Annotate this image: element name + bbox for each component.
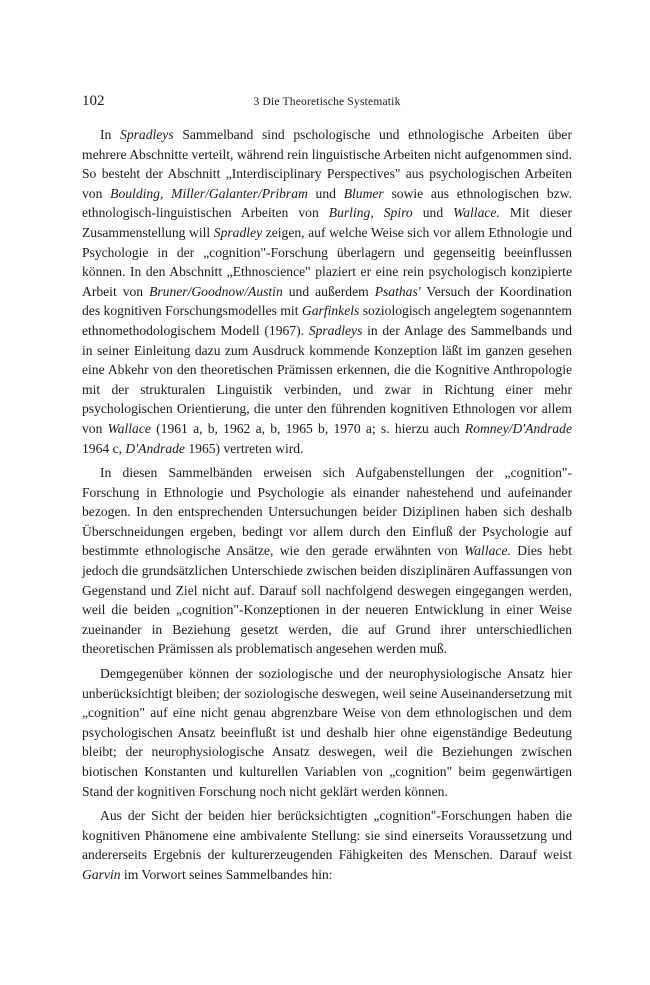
text-run: 1965) vertreten wird. [184,440,304,456]
text-run: In [100,127,121,142]
italic-text-run: Wallace. [453,205,500,221]
page-number: 102 [82,93,105,109]
text-run: Versuch der Koordination des kognitiven Forschungsmodelles mit [82,283,572,319]
italic-text-run: Blumer [343,185,384,201]
text-run: 1964 c, [82,440,126,456]
body-paragraph [82,463,572,659]
italic-text-run: Spradley [213,224,263,240]
body-paragraph [82,806,572,884]
text-run: Demgegenüber können der soziologische und der neurophysiologische Ansatz hier unberücksichtigt bleiben; der soziologische deswegen, weil seine Auseinandersetzung mit „cognition" auf eine nicht genau abgrenzbare Weise von dem ethnologischen und dem psychologischen Ansatz beeinflußt ist und deshalb hier ohne eigenständige Bedeutung bleibt; der neurophysiologische Ansatz deswegen, weil die Beziehungen zwischen biotischen Konstanten und kulturellen Variablen von „cognition" beim gegenwärtigen Stand der kognitiven Forschung noch nicht geklärt werden können. [82,666,572,799]
italic-text-run: Spradleys [120,127,174,142]
body-paragraph [82,664,572,801]
text-run: Dies hebt jedoch die grundsätzlichen Unterschiede zwischen beiden disziplinären Auffassungen von Gegenstand und Ziel nicht auf. Darauf soll nachfolgend deswegen eingegangen werden, weil die beiden „cognition"-Konzeptionen in der neueren Entwicklung in einer Weise zueinander in Beziehung gesetzt werden, die auf Grund ihrer unterschiedlichen theoretischen Prämissen als problematisch angesehen werden muß. [82,543,572,657]
italic-text-run: Spradleys [308,322,363,338]
italic-text-run: Boulding, Miller/Galanter/Pribram [110,185,308,201]
text-run: Aus der Sicht der beiden hier berücksichtigten „cognition"-Forschungen haben die kognitiven Phänomene eine ambivalente Stellung: sie sind einerseits Voraussetzung und andererseits Ergebnis der kulturerzeugenden Fähigkeiten des Menschen. Darauf weist [82,808,572,863]
italic-text-run: Garfinkels [301,303,360,319]
text-run: Sammelband sind pschologische und ethnologische Arbeiten über mehrere Abschnitte verteilt, während rein linguistische Arbeiten nicht aufgenommen sind. So besteht der Abschnitt „Interdisciplinary Perspectives" aus psychologischen Arbeiten von [82,127,572,201]
italic-text-run: Burling, Spiro [328,205,413,221]
italic-text-run: Wallace. [464,543,511,559]
italic-text-run: Garvin [82,866,121,882]
italic-text-run: D'Andrade [125,440,185,456]
text-run: in der Anlage des Sammelbands und in seiner Einleitung dazu zum Ausdruck kommende Konzeption läßt im ganzen gesehen eine Abkehr von den theoretischen Prämissen erkennen, die die Kognitive Anthropologie mit der strukturalen Linguistik verbinden, und zwar in Richtung einer mehr psychologischen Orientierung, die unter den führenden kognitiven Ethnologen vor allem von [82,322,572,436]
text-run: im Vorwort seines Sammelbandes hin: [120,866,333,882]
italic-text-run: Romney/D'Andrade [464,420,572,436]
text-run: sowie aus ethnologischen bzw. ethnologisch-linguistischen Arbeiten von [82,185,573,221]
italic-text-run: Bruner/Goodnow/Austin [149,283,283,299]
italic-text-run: Wallace [107,420,151,436]
text-run: In diesen Sammelbänden erweisen sich Aufgabenstellungen der „cognition"-Forschung in Ethnologie und Psychologie als einander nahestehend und aufeinander bezogen. In den entsprechenden Untersuchungen beider Diziplinen haben sich deshalb Überschneidungen ergeben, bedingt vor allem durch den Einfluß der Psychologie auf bestimmte ethnologische Ansätze, wie den gerade erwähnten von [82,465,572,559]
text-run: (1961 a, b, 1962 a, b, 1965 b, 1970 a; s. hierzu auch [150,420,465,436]
text-run: und [307,185,344,201]
italic-text-run: Psathas' [374,283,421,299]
page-header [82,92,572,112]
text-run: zeigen, auf welche Weise sich vor allem Ethnologie und Psychologie in der „cognition"-Forschung überlagern und gegenseitig beeinflussen können. In den Abschnitt „Ethnoscience" plaziert er eine rein psychologisch konzipierte Arbeit von [82,224,572,299]
text-run: Mit dieser Zusammenstellung will [82,205,572,240]
body-text [82,125,572,885]
text-run: und [412,205,454,221]
body-paragraph [82,125,572,458]
text-run: soziologisch angelegtem sogenanntem ethnomethodologischem Modell (1967). [82,303,572,338]
running-head: 3 Die Theoretische Systematik [253,96,401,108]
text-run: und außerdem [282,283,375,299]
